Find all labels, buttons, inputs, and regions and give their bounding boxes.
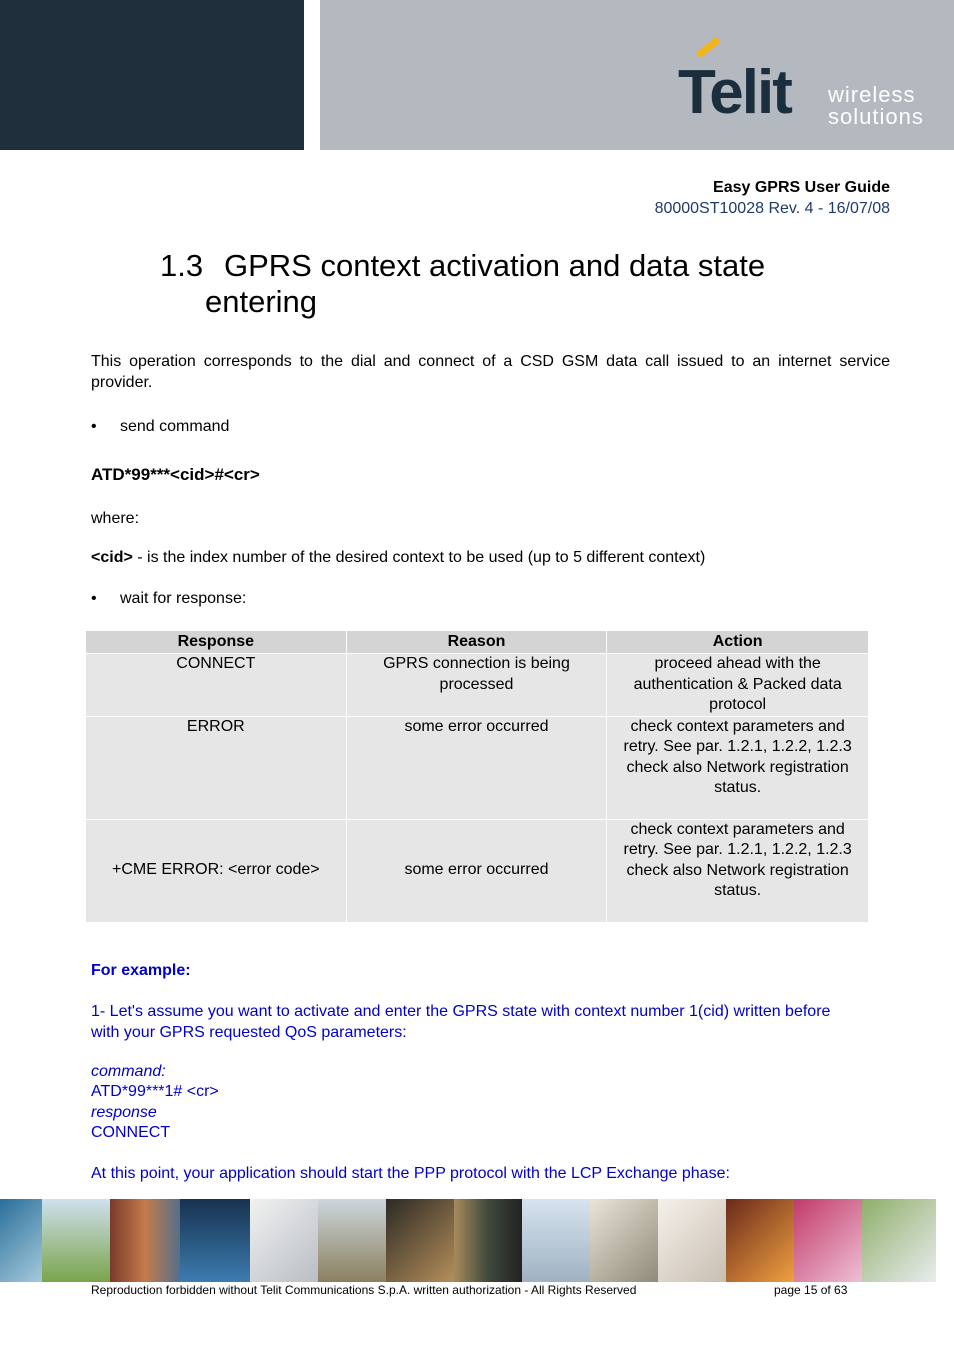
footer-photo	[658, 1199, 726, 1282]
header-action: Action	[607, 631, 869, 654]
section-title-line2: entering	[205, 284, 318, 319]
command-syntax: ATD*99***<cid>#<cr>	[91, 465, 260, 484]
header-response: Response	[86, 631, 347, 654]
bullet-wait-response: • wait for response:	[91, 590, 247, 607]
cell-action: check context parameters and retry. See par. 1.2.1, 1.2.2, 1.2.3 check also Network registration status.	[607, 819, 869, 922]
example-command-label: command:	[91, 1063, 166, 1080]
footer-photo	[180, 1199, 250, 1282]
example-command-value: ATD*99***1# <cr>	[91, 1083, 219, 1100]
table-row	[86, 819, 869, 922]
cell-action: check context parameters and retry. See par. 1.2.1, 1.2.2, 1.2.3 check also Network registration status.	[607, 716, 869, 819]
footer-photo	[42, 1199, 110, 1282]
cell-reason: GPRS connection is being processed	[346, 654, 607, 717]
bullet-icon: •	[91, 590, 97, 607]
cell-response: ERROR	[86, 716, 347, 819]
footer-photo	[862, 1199, 936, 1282]
bullet-send-command: • send command	[91, 418, 230, 435]
section-number: 1.3	[160, 248, 204, 283]
table-row	[86, 654, 869, 717]
telit-logo	[678, 48, 928, 130]
table-header-row	[86, 631, 869, 654]
doc-title: Easy GPRS User Guide	[713, 179, 890, 196]
header-reason: Reason	[346, 631, 607, 654]
table-row	[86, 716, 869, 819]
cid-label: <cid>	[91, 549, 133, 566]
footer-photo	[454, 1199, 522, 1282]
logo-word: Telit	[678, 58, 791, 127]
cell-action: proceed ahead with the authentication & Packed data protocol	[607, 654, 869, 717]
cell-response: CONNECT	[86, 654, 347, 717]
footer-photo	[110, 1199, 180, 1282]
section-heading	[160, 248, 860, 320]
footer-photo-strip	[0, 1199, 954, 1282]
footer-photo	[726, 1199, 794, 1282]
footer-photo	[590, 1199, 658, 1282]
footer-photo	[0, 1199, 42, 1282]
footer-photo	[250, 1199, 318, 1282]
doc-revision: 80000ST10028 Rev. 4 - 16/07/08	[654, 200, 890, 217]
cell-reason: some error occurred	[346, 819, 607, 922]
example-last-line: At this point, your application should start the PPP protocol with the LCP Exchange phase:	[91, 1165, 730, 1182]
cell-reason: some error occurred	[346, 716, 607, 819]
intro-paragraph: This operation corresponds to the dial and connect of a CSD GSM data call issued to an internet service provider.	[91, 353, 890, 391]
section-title-line1: GPRS context activation and data state	[224, 248, 766, 283]
header-dark-panel	[0, 0, 304, 150]
response-table	[85, 630, 869, 923]
example-response-value: CONNECT	[91, 1124, 171, 1141]
example-line1: 1- Let's assume you want to activate and enter the GPRS state with context number 1(cid) written before with your GPRS requested QoS parameters:	[91, 1003, 831, 1041]
logo-tagline: wireless solutions	[828, 82, 924, 129]
footer-photo	[318, 1199, 386, 1282]
example-response-label: response	[91, 1104, 157, 1121]
cell-response: +CME ERROR: <error code>	[86, 819, 347, 922]
bullet-icon: •	[91, 418, 97, 435]
where-label: where:	[91, 510, 140, 527]
footer-photo	[386, 1199, 454, 1282]
example-heading: For example:	[91, 962, 191, 979]
footer-notice: Reproduction forbidden without Telit Communications S.p.A. written authorization - All Rights Reserved page 15 of 63	[91, 1283, 848, 1297]
page-number: page 15 of 63	[774, 1283, 848, 1297]
footer-photo	[794, 1199, 862, 1282]
cid-description: <cid> - is the index number of the desired context to be used (up to 5 different context)	[91, 549, 706, 566]
footer-photo	[522, 1199, 590, 1282]
